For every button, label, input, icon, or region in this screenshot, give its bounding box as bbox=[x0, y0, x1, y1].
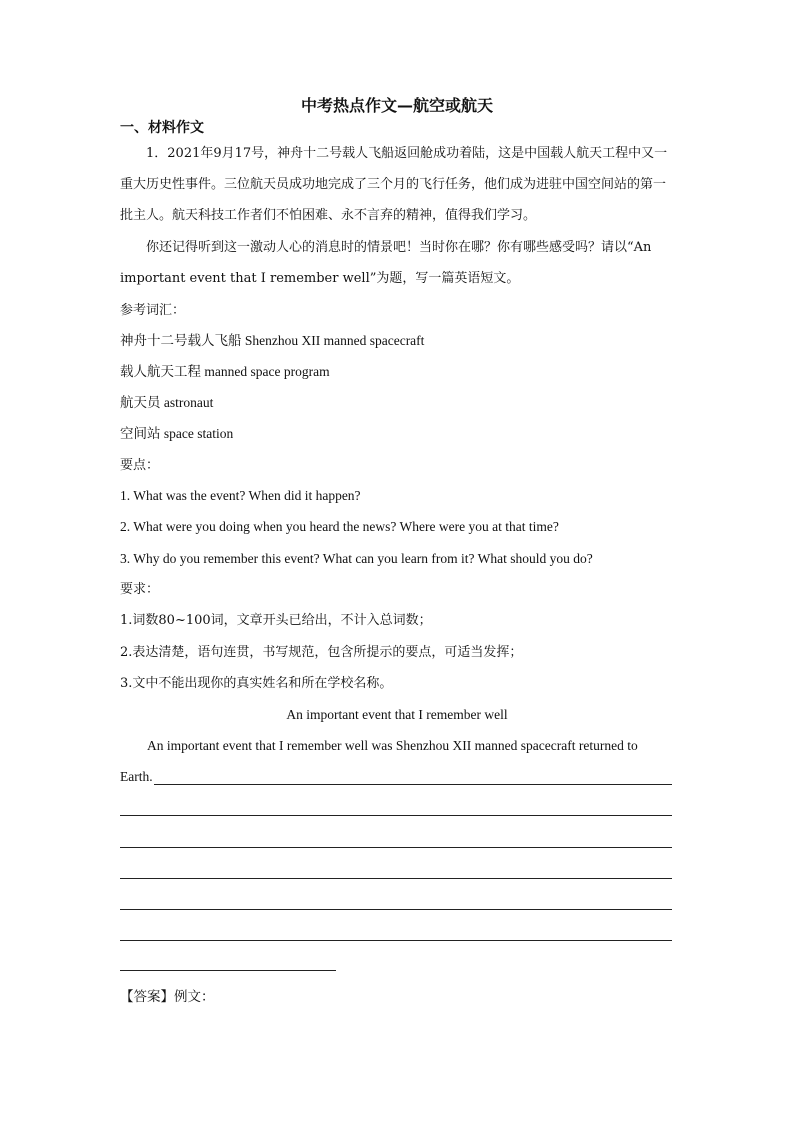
answer-label: 【答案】例文： bbox=[120, 989, 215, 1005]
writing-line bbox=[120, 970, 336, 971]
vocab-item: 空间站 space station bbox=[120, 426, 234, 441]
writing-line bbox=[120, 847, 672, 848]
requirements-heading: 要求： bbox=[120, 582, 160, 597]
material-paragraph: 1．2021年9月17号，神舟十二号载人飞船返回舱成功着陆，这是中国载人航天工程中又一重大历史性事件。三位航天员成功地完成了三个月的飞行任务，他们成为进驻中国空间站的第一批主人。航天科技工作者们不怕困难、永不言弃的精神，值得我们学习。 bbox=[120, 146, 668, 223]
section-heading: 一、材料作文 bbox=[120, 120, 204, 136]
essay-opening-sentence: An important event that I remember well was Shenzhou XII manned spacecraft returned to bbox=[147, 738, 638, 753]
vocab-item: 航天员 astronaut bbox=[120, 395, 214, 410]
point-item: 1. What was the event? When did it happen? bbox=[120, 488, 361, 503]
writing-line bbox=[120, 940, 672, 941]
point-item: 2. What were you doing when you heard the news? Where were you at that time? bbox=[120, 519, 559, 534]
requirement-item: 1.词数80~100词，文章开头已给出，不计入总词数； bbox=[120, 613, 432, 628]
essay-title: An important event that I remember well bbox=[286, 707, 508, 722]
essay-opening-continuation: Earth. bbox=[120, 769, 153, 784]
writing-line bbox=[154, 784, 672, 785]
vocab-item: 神舟十二号载人飞船 Shenzhou XII manned spacecraft bbox=[120, 333, 425, 348]
writing-line bbox=[120, 815, 672, 816]
writing-line bbox=[120, 878, 672, 879]
vocab-item: 载人航天工程 manned space program bbox=[120, 364, 330, 379]
requirement-item: 2.表达清楚，语句连贯，书写规范，包含所提示的要点，可适当发挥； bbox=[120, 645, 523, 660]
requirement-item: 3.文中不能出现你的真实姓名和所在学校名称。 bbox=[120, 676, 393, 691]
prompt-paragraph: 你还记得听到这一激动人心的消息时的情景吧！当时你在哪？你有哪些感受吗？请以“An important event that I remember well”为题，写一篇英语短文。 bbox=[120, 240, 652, 286]
page-title: 中考热点作文—航空或航天 bbox=[300, 96, 493, 115]
point-item: 3. Why do you remember this event? What can you learn from it? What should you do? bbox=[120, 551, 593, 566]
points-heading: 要点： bbox=[120, 458, 160, 473]
writing-line bbox=[120, 909, 672, 910]
vocab-heading: 参考词汇： bbox=[120, 303, 186, 318]
